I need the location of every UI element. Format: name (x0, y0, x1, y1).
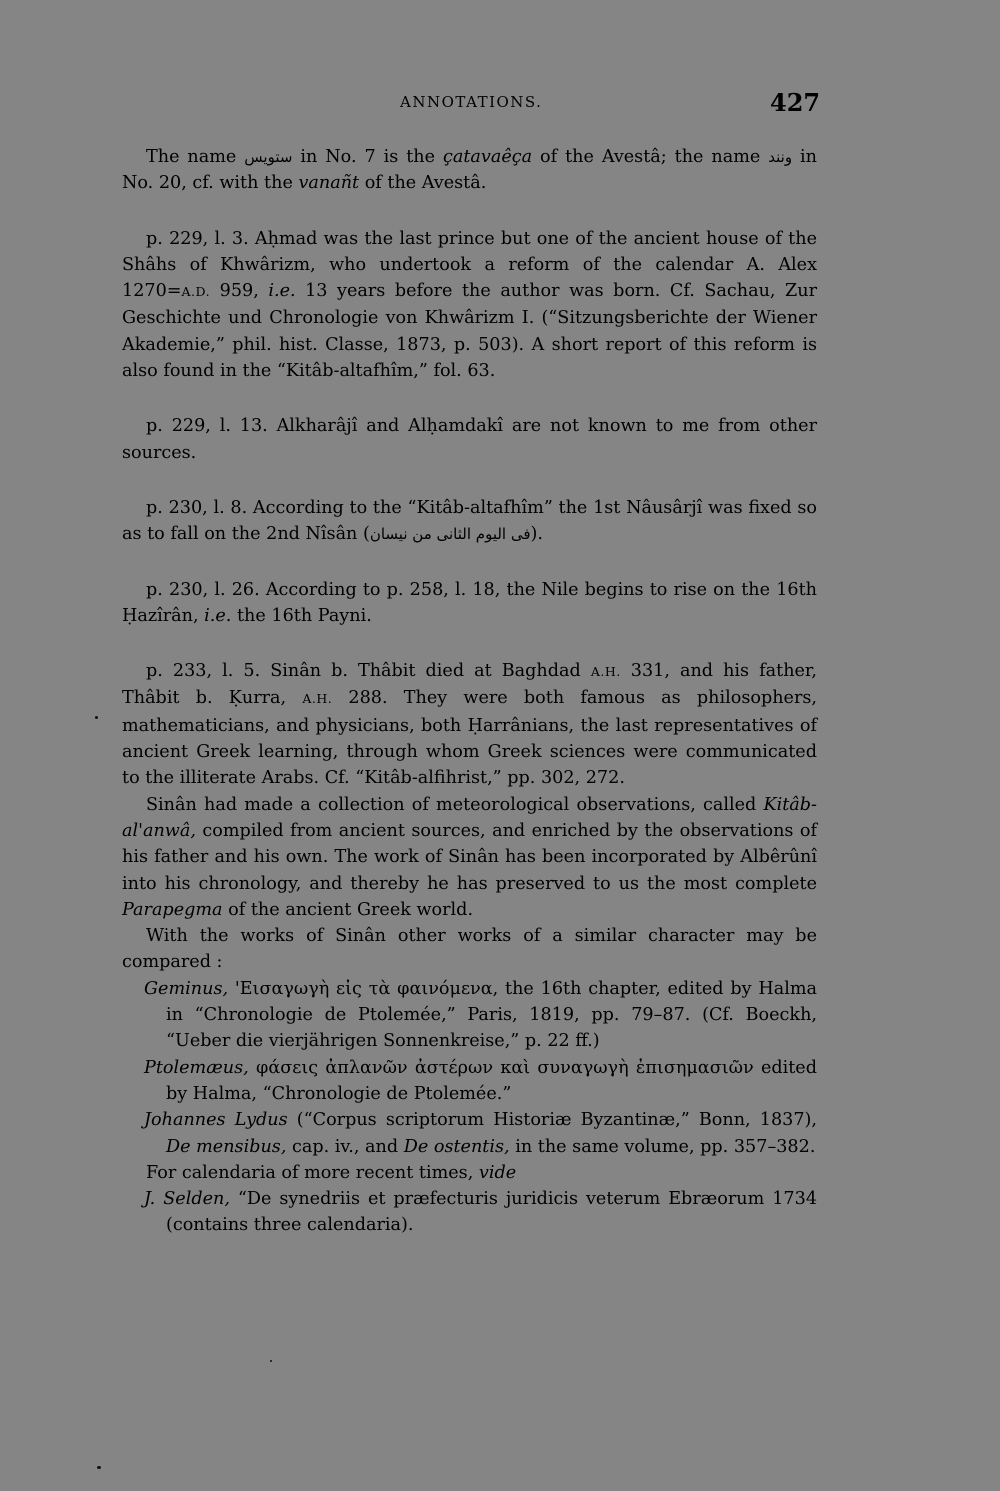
reference-lydus: Johannes Lydus (“Corpus scriptorum Historiæ Byzantinæ,” Bonn, 1837), De mensibus, cap. iv., and De ostentis, in the same volume, pp. 357–382. (144, 1110, 817, 1157)
annotations-body (122, 144, 817, 1239)
paragraph-ahmad-reform: p. 229, l. 3. Aḥmad was the last prince but one of the ancient house of the Shâhs of Khwârizm, who undertook a reform of the calendar A. Alex 1270=A.D. 959, i.e. 13 years before the author was born. Cf. Sachau, Zur Geschichte und Chronologie von Khwârizm I. (“Sitzungsberichte der Wiener Akademie,” phil. hist. Classe, 1873, p. 503). A short report of this reform is also found in the “Kitâb-altafhîm,” fol. 63. (122, 228, 818, 382)
paragraph-calendaria: For calendaria of more recent times, vide (146, 1162, 517, 1183)
paragraph-avesta-names: The name ستويس in No. 7 is the çatavaêça of the Avestâ; the name ونند in No. 20, cf. with the vanañt of the Avestâ. (122, 147, 817, 194)
arabic-word: ستويس (244, 148, 293, 166)
running-title: ANNOTATIONS. (400, 93, 543, 111)
reference-ptolemaeus: Ptolemæus, φάσεις ἀπλανῶν ἀστέρων καὶ συναγωγὴ ἐπισημασιῶν edited by Halma, “Chronologie de Ptolemée.” (144, 1057, 817, 1104)
paragraph-sinan-thabit: p. 233, l. 5. Sinân b. Thâbit died at Baghdad A.H. 331, and his father, Thâbit b. Ḳurra, A.H. 288. They were both famous as philosophers, mathematicians, and physicians, both Ḥarrânians, the last representatives of ancient Greek learning, through whom Greek sciences were communicated to the illiterate Arabs. Cf. “Kitâb-alfihrist,” pp. 302, 272. (122, 661, 818, 789)
reference-geminus: Geminus, 'Εισαγωγὴ εἰς τὰ φαινόμενα, the 16th chapter, edited by Halma in “Chronologie de Ptolemée,” Paris, 1819, pp. 79–87. (Cf. Boeckh, “Ueber die vierjährigen Sonnenkreise,” p. 22 ff.) (144, 978, 817, 1052)
arabic-word: ونند (768, 148, 793, 166)
paragraph-nausarji: p. 230, l. 8. According to the “Kitâb-altafhîm” the 1st Nâusârjî was fixed so as to fall on the 2nd Nîsân (فى اليوم الثانى من نيسان). (122, 497, 817, 545)
scan-speck (97, 1466, 101, 1469)
paragraph-alkharaji: p. 229, l. 13. Alkharâjî and Alḥamdakî are not known to me from other sources. (122, 416, 817, 463)
page-number: 427 (770, 88, 821, 117)
reference-selden: J. Selden, “De synedriis et præfecturis juridicis veterum Ebræorum 1734 (contains three calendaria). (144, 1189, 818, 1236)
scan-speck (270, 1360, 272, 1362)
paragraph-compared: With the works of Sinân other works of a similar character may be compared : (122, 926, 817, 973)
paragraph-sinan-collection: Sinân had made a collection of meteorological observations, called Kitâb-al'anwâ, compiled from ancient sources, and enriched by the observations of his father and his own. The work of Sinân has been incorporated by Albêrûnî into his chronology, and thereby he has preserved to us the most complete Parapegma of the ancient Greek world. (122, 794, 817, 920)
arabic-phrase: فى اليوم الثانى من نيسان (369, 525, 531, 544)
paragraph-nile: p. 230, l. 26. According to p. 258, l. 18, the Nile begins to rise on the 16th Ḥazîrân, i.e. the 16th Payni. (122, 579, 817, 626)
scan-speck (95, 716, 98, 719)
